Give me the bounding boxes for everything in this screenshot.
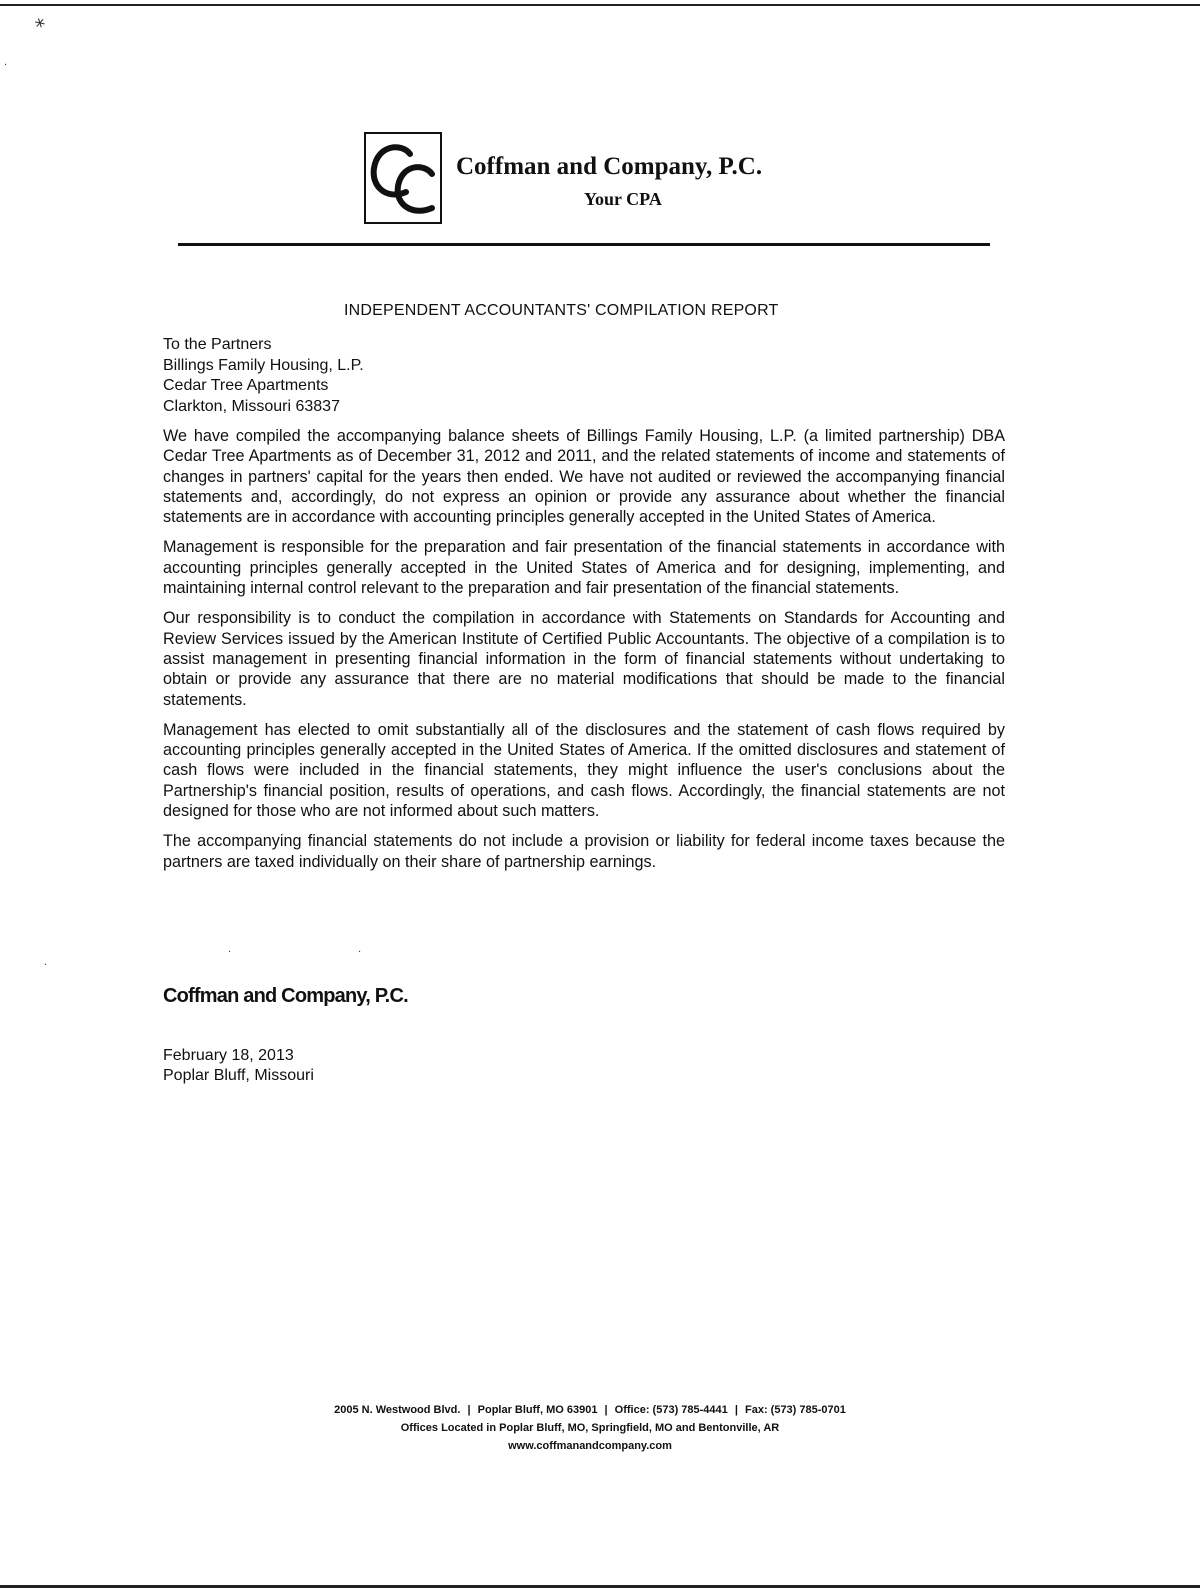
footer-offices: Offices Located in Poplar Bluff, MO, Springfield, MO and Bentonville, AR	[400, 1422, 780, 1434]
scan-artifact-dot: ·	[358, 947, 362, 958]
firm-tagline: Your CPA	[584, 189, 662, 209]
footer-separator: |	[467, 1404, 471, 1416]
page-top-rule	[0, 4, 1200, 6]
report-date: February 18, 2013	[163, 1047, 294, 1064]
scan-artifact-dot: ·	[44, 960, 48, 971]
firm-name: Coffman and Company, P.C.	[456, 153, 763, 180]
addressee-line: Cedar Tree Apartments	[163, 377, 329, 394]
footer-address: 2005 N. Westwood Blvd.	[334, 1404, 461, 1416]
addressee-line: Billings Family Housing, L.P.	[163, 356, 364, 374]
scan-artifact-dot: ·	[228, 947, 232, 958]
scan-artifact-mark: ⁎	[30, 7, 48, 33]
report-paragraph: Our responsibility is to conduct the compilation in accordance with Statements on Standards for Accounting and Review Services issued by the American Institute of Certified Public Accountants. The objective of a compilation is to assist management in presenting financial information in the form of financial statements without undertaking to obtain or provide any assurance that there are no material modifications that should be made to the financial statements.	[163, 609, 1005, 709]
firm-logo	[364, 132, 442, 224]
addressee-line: To the Partners	[163, 336, 272, 353]
addressee-block	[163, 335, 364, 417]
report-body	[163, 426, 1005, 882]
report-paragraph: The accompanying financial statements do not include a provision or liability for federal income taxes because the partners are taxed individually on their share of partnership earnings.	[163, 832, 1005, 871]
footer-separator: |	[734, 1404, 738, 1416]
footer-fax: Fax: (573) 785-0701	[744, 1404, 846, 1416]
footer-separator: |	[604, 1404, 608, 1416]
footer-office-phone: Office: (573) 785-4441	[614, 1404, 728, 1416]
report-paragraph: Management is responsible for the preparation and fair presentation of the financial statements in accordance with accounting principles generally accepted in the United States of America and for designing, implementing, and maintaining internal control relevant to the preparation and fair presentation of the financial statements.	[163, 538, 1005, 598]
report-paragraph: We have compiled the accompanying balance sheets of Billings Family Housing, L.P. (a limited partnership) DBA Cedar Tree Apartments as of December 31, 2012 and 2011, and the related statements of income and statements of changes in partners' capital for the years then ended. We have not audited or reviewed the accompanying financial statements and, accordingly, do not express an opinion or provide any assurance about whether the financial statements are in accordance with accounting principles generally accepted in the United States of America.	[163, 427, 1005, 527]
firm-signature: Coffman and Company, P.C.	[163, 985, 408, 1007]
footer-city: Poplar Bluff, MO 63901	[477, 1404, 598, 1416]
footer-website-link[interactable]: www.coffmanandcompany.com	[508, 1440, 672, 1452]
scan-artifact-dot: ·	[4, 60, 8, 71]
report-date-location	[163, 1046, 314, 1086]
footer-contact-line	[250, 1401, 930, 1419]
report-location: Poplar Bluff, Missouri	[163, 1067, 314, 1084]
addressee-line: Clarkton, Missouri 63837	[163, 397, 340, 415]
letterhead-divider	[178, 243, 990, 246]
cc-monogram-icon	[366, 134, 440, 222]
report-paragraph: Management has elected to omit substantially all of the disclosures and the statement of cash flows required by accounting principles generally accepted in the United States of America. If the omitted disclosures and statement of cash flows were included in the financial statements, they might influence the user's conclusions about the Partnership's financial position, results of operations, and cash flows. Accordingly, the financial statements are not designed for those who are not informed about such matters.	[163, 720, 1005, 821]
letterhead-footer	[250, 1401, 930, 1455]
report-title: INDEPENDENT ACCOUNTANTS' COMPILATION REPORT	[344, 302, 779, 319]
page-bottom-rule	[0, 1585, 1200, 1588]
